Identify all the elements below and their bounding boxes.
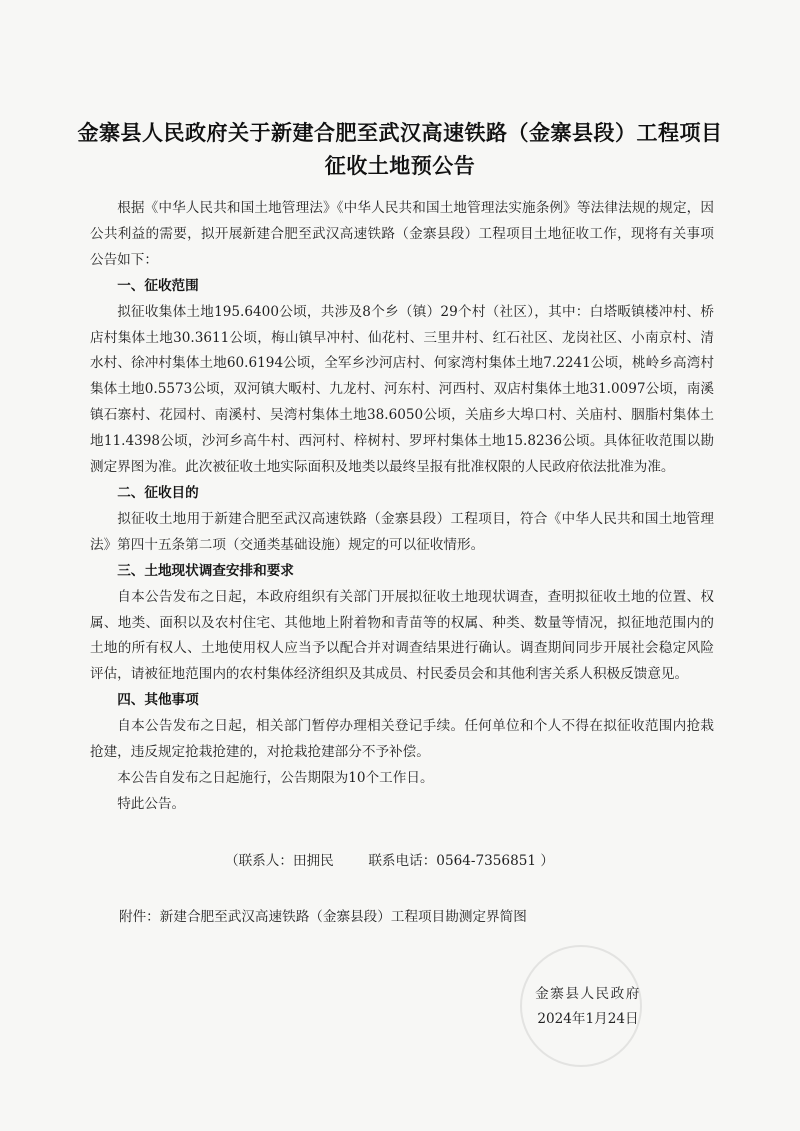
section-scope-paragraph: 拟征收集体土地195.6400公顷，共涉及8个乡（镇）29个村（社区），其中：白塔畈镇楼冲村、桥店村集体土地30.3611公顷，梅山镇早冲村、仙花村、三里井村、红石社区、龙岗社区、小南京村、清水村、徐冲村集体土地60.6194公顷，全军乡沙河店村、何家湾村集体土地7.2241公顷，桃岭乡高湾村集体土地0.5573公顷，双河镇大畈村、九龙村、河东村、河西村、双店村集体土地31.0097公顷，南溪镇石寨村、花园村、南溪村、吴湾村集体土地38.6050公顷，关庙乡大埠口村、关庙村、胭脂村集体土地11.4398公顷，沙河乡高牛村、西河村、梓树村、罗坪村集体土地15.8236公顷。具体征收范围以勘测定界图为准。此次被征收土地实际面积及地类以最终呈报有批准权限的人民政府依法批准为准。	[90, 303, 714, 476]
notice-body	[90, 196, 714, 818]
signature-org: 金寨县人民政府	[535, 986, 641, 1002]
section-heading-purpose: 二、征收目的	[117, 484, 199, 501]
contact-person: （联系人：田拥民	[225, 853, 334, 869]
section-purpose-paragraph: 拟征收土地用于新建合肥至武汉高速铁路（金寨县段）工程项目，符合《中华人民共和国土地管理法》第四十五条第二项（交通类基础设施）规定的可以征收情形。	[90, 510, 714, 553]
contact-phone: 联系电话：0564-7356851 ）	[368, 853, 554, 869]
closing-paragraph: 特此公告。	[117, 795, 186, 812]
section-survey-paragraph: 自本公告发布之日起，本政府组织有关部门开展拟征收土地现状调查，查明拟征收土地的位置、权属、地类、面积以及农村住宅、其他地上附着物和青苗等的权属、种类、数量等情况，拟征地范围内的土地的所有权人、土地使用权人应当予以配合并对调查结果进行确认。调查期间同步开展社会稳定风险评估，请被征地范围内的农村集体经济组织及其成员、村民委员会和其他利害关系人积极反馈意见。	[90, 588, 714, 683]
section-heading-survey: 三、土地现状调查安排和要求	[117, 562, 294, 579]
page-subtitle: 征收土地预公告	[324, 154, 476, 178]
effective-paragraph: 本公告自发布之日起施行，公告期限为10个工作日。	[117, 769, 434, 786]
signature-date: 2024年1月24日	[537, 1011, 639, 1027]
section-heading-scope: 一、征收范围	[117, 277, 199, 294]
attachment-line: 附件：新建合肥至武汉高速铁路（金寨县段）工程项目勘测定界简图	[119, 909, 527, 925]
contact-line	[225, 849, 554, 869]
page-title: 金寨县人民政府关于新建合肥至武汉高速铁路（金寨县段）工程项目	[77, 121, 723, 145]
official-seal	[520, 945, 642, 1067]
section-heading-other: 四、其他事项	[117, 692, 199, 709]
section-other-paragraph: 自本公告发布之日起，相关部门暂停办理相关登记手续。任何单位和个人不得在拟征收范围内抢栽抢建，违反规定抢栽抢建的，对抢栽抢建部分不予补偿。	[90, 718, 714, 761]
intro-paragraph: 根据《中华人民共和国土地管理法》《中华人民共和国土地管理法实施条例》等法律法规的规定，因公共利益的需要，拟开展新建合肥至武汉高速铁路（金寨县段）工程项目土地征收工作，现将有关事项公告如下：	[90, 200, 714, 268]
